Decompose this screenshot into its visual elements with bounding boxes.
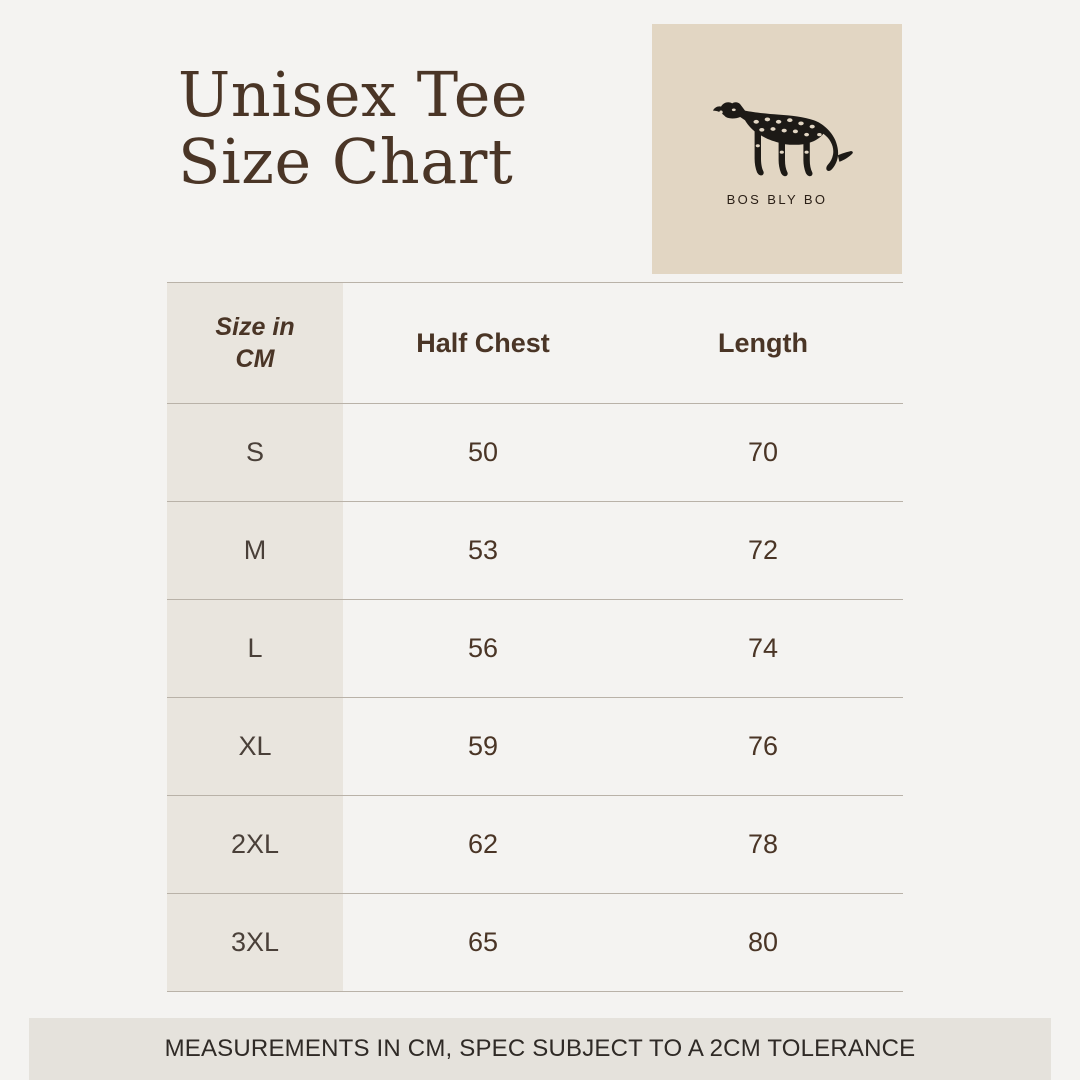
column-header-size-line1: Size in [215, 312, 295, 341]
cell-length: 80 [623, 894, 903, 992]
column-header-size-line2: CM [235, 345, 275, 373]
cell-half-chest: 50 [343, 404, 623, 502]
table-row [167, 404, 903, 502]
cell-length: 76 [623, 698, 903, 796]
cell-length: 78 [623, 796, 903, 894]
size-table [167, 282, 903, 992]
table-body [167, 404, 903, 992]
table-row [167, 698, 903, 796]
column-header-size [167, 283, 343, 404]
cell-half-chest: 53 [343, 502, 623, 600]
header [0, 0, 1080, 282]
brand-logo [652, 24, 902, 274]
table-row [167, 796, 903, 894]
footer-note: MEASUREMENTS IN CM, SPEC SUBJECT TO A 2CM TOLERANCE [164, 1035, 916, 1062]
cell-size: 3XL [167, 894, 343, 992]
cell-half-chest: 56 [343, 600, 623, 698]
size-table-container [167, 282, 903, 992]
cell-size: 2XL [167, 796, 343, 894]
column-header-length: Length [623, 283, 903, 404]
cell-size: XL [167, 698, 343, 796]
page-title [178, 58, 698, 198]
cell-half-chest: 62 [343, 796, 623, 894]
table-row [167, 600, 903, 698]
title-line-2: Size Chart [178, 124, 514, 198]
table-row [167, 502, 903, 600]
cell-size: L [167, 600, 343, 698]
title-line-1: Unisex Tee [178, 58, 529, 131]
cell-length: 74 [623, 600, 903, 698]
table-header-row [167, 283, 903, 404]
table-header [167, 283, 903, 404]
brand-name: BOS BLY BO [726, 191, 828, 207]
cell-length: 70 [623, 404, 903, 502]
footer-note-bar [29, 1018, 1051, 1080]
cell-length: 72 [623, 502, 903, 600]
cell-size: S [167, 404, 343, 502]
table-row [167, 894, 903, 992]
column-header-half-chest: Half Chest [343, 283, 623, 404]
cell-half-chest: 65 [343, 894, 623, 992]
cell-half-chest: 59 [343, 698, 623, 796]
cell-size: M [167, 502, 343, 600]
leopard-icon [697, 92, 857, 182]
